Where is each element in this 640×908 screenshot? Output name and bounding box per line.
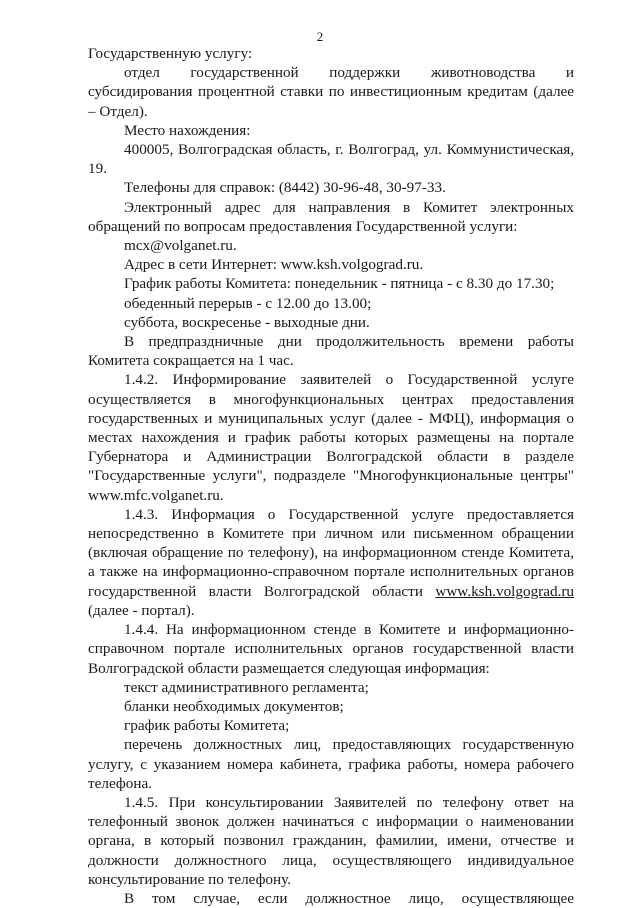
paragraph: График работы Комитета: понедельник - пятница - с 8.30 до 17.30; — [124, 275, 555, 293]
paragraph-text: 1.4.3. Информация о Государственной услуге предоставляется непосредственно в Комитете при личном или письменном обращении (включая обращение по телефону), на информационном стенде Комитета, а также на информационно-справочном портале исполнительных органов государственной власти Волгоградской области — [88, 505, 574, 600]
paragraph: mcx@volganet.ru. — [124, 237, 237, 255]
paragraph: Телефоны для справок: (8442) 30-96-48, 30-97-33. — [124, 179, 446, 197]
paragraph: 400005, Волгоградская область, г. Волгоград, ул. Коммунистическая, 19. — [88, 141, 574, 178]
paragraph: 1.4.2. Информирование заявителей о Государственной услуге осуществляется в многофункциональных центрах предоставления государственных и муниципальных услуг (далее - МФЦ), информация о местах нахождения и график работы которых размещены на портале Губернатора и Администрации Волгоградской области в разделе "Государственные услуги", подразделе "Многофункциональные центры" www.mfc.volganet.ru. — [88, 371, 574, 504]
paragraph: бланки необходимых документов; — [124, 697, 344, 715]
paragraph: Адрес в сети Интернет: www.ksh.volgograd.ru. — [124, 256, 424, 274]
paragraph: Государственную услугу: — [88, 45, 253, 62]
paragraph: 1.4.5. При консультировании Заявителей по телефону ответ на телефонный звонок должен начинаться с информации о наименовании органа, в который позвонил гражданин, фамилии, имени, отчестве и должности должностного лица, осуществляющего индивидуальное консультирование по телефону. — [88, 793, 574, 888]
paragraph-text: (далее - портал). — [88, 601, 195, 619]
paragraph: обеденный перерыв - с 12.00 до 13.00; — [124, 294, 372, 312]
paragraph: В предпраздничные дни продолжительность времени работы Комитета сокращается на 1 час. — [88, 333, 574, 370]
paragraph: Электронный адрес для направления в Комитет электронных обращений по вопросам предоставления Государственной услуги: — [88, 198, 574, 235]
paragraph: Место нахождения: — [124, 121, 251, 139]
paragraph: В том случае, если должностное лицо, осуществляющее — [124, 889, 574, 907]
page-number: 2 — [316, 29, 324, 44]
paragraph: перечень должностных лиц, предоставляющих государственную услугу, с указанием номера кабинета, графика работы, номера рабочего телефона. — [88, 736, 574, 792]
paragraph: отдел государственной поддержки животноводства и субсидирования процентной ставки по инвестиционным кредитам (далее – Отдел). — [88, 64, 574, 120]
paragraph: текст административного регламента; — [124, 678, 369, 696]
paragraph: суббота, воскресенье - выходные дни. — [124, 313, 370, 331]
document-body — [88, 44, 574, 908]
paragraph — [88, 505, 574, 620]
paragraph: 1.4.4. На информационном стенде в Комитете и информационно-справочном портале исполнительных органов государственной власти Волгоградской области размещается следующая информация: — [88, 621, 574, 677]
portal-link[interactable]: www.ksh.volgograd.ru — [435, 582, 575, 600]
paragraph: график работы Комитета; — [124, 717, 290, 735]
